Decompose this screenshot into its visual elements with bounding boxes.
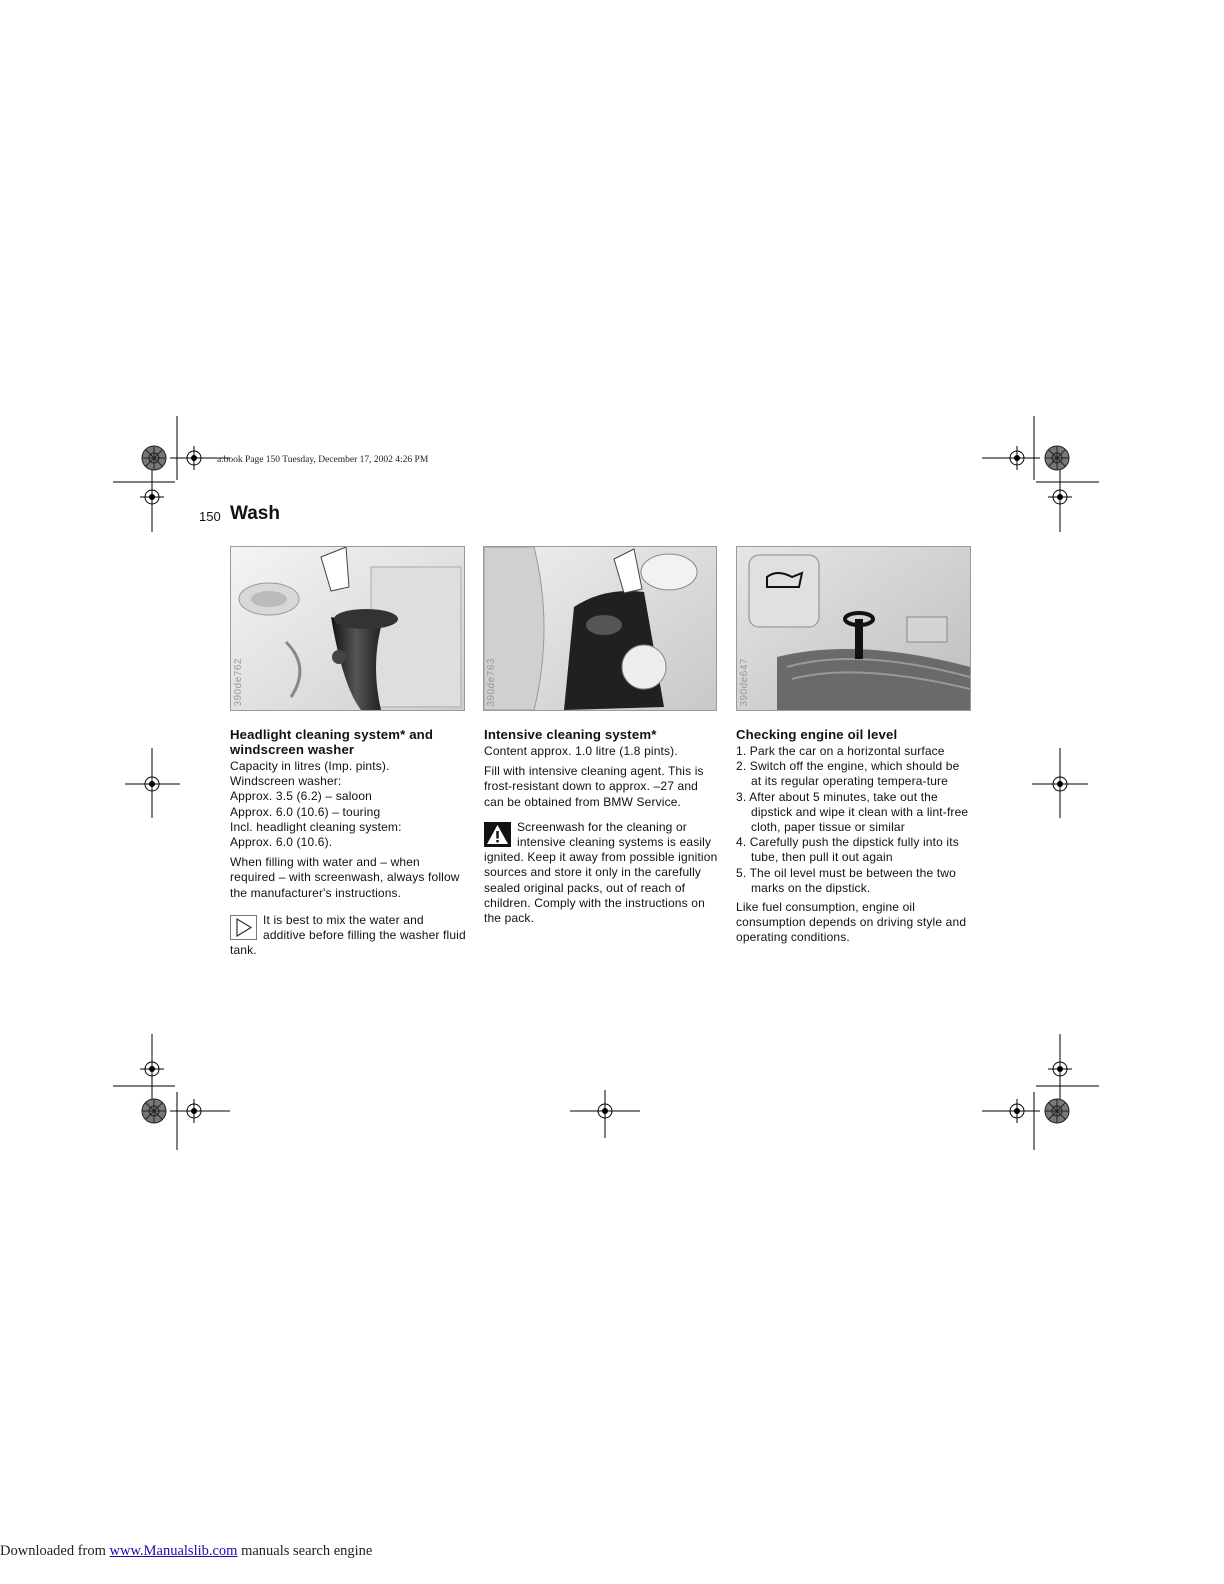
paragraph: Content approx. 1.0 litre (1.8 pints). — [484, 744, 678, 758]
page-number: 150 — [199, 509, 221, 524]
text-line: Approx. 6.0 (10.6). — [230, 835, 333, 850]
section-heading: Checking engine oil level — [736, 727, 898, 742]
paragraph: Fill with intensive cleaning agent. This is frost-resistant down to approx. –27 and can be obtained from BMW Service. — [484, 764, 704, 809]
column-intensive-cleaning — [484, 727, 721, 926]
figure-headlight-washer — [230, 546, 465, 711]
column-headlight-washer — [230, 727, 467, 958]
figure-code: 390de763 — [486, 657, 497, 706]
column-engine-oil — [736, 727, 973, 951]
download-footer — [0, 1543, 372, 1560]
print-header: a.book Page 150 Tuesday, December 17, 2002 4:26 PM — [217, 455, 429, 465]
capacity-paragraph — [230, 759, 467, 850]
list-item: 2. Switch off the engine, which should be at its regular operating tempera-ture — [736, 759, 960, 789]
list-item: 5. The oil level must be between the two marks on the dipstick. — [736, 865, 956, 895]
figure-code: 390de647 — [739, 657, 750, 706]
text-line: Capacity in litres (Imp. pints). — [230, 759, 390, 773]
list-item: 1. Park the car on a horizontal surface — [736, 744, 945, 758]
note-triangle-icon — [230, 915, 257, 940]
text-line: Incl. headlight cleaning system: — [230, 819, 402, 834]
paragraph: Like fuel consumption, engine oil consumption depends on driving style and operating conditions. — [736, 900, 967, 945]
list-item: 3. After about 5 minutes, take out the dipstick and wipe it clean with a lint-free cloth, paper tissue or similar — [736, 789, 969, 835]
footer-prefix: Downloaded from — [0, 1543, 110, 1559]
section-heading: Headlight cleaning system* and windscreen washer — [230, 727, 434, 757]
warning-text: Screenwash for the cleaning or intensive cleaning systems is easily ignited. Keep it away from possible ignition sources and store it only in the carefully sealed original packs, out of reach of children. Comply with the instructions on the pack. — [484, 819, 718, 926]
page-title: Wash — [230, 503, 280, 524]
figure-intensive-cleaning — [483, 546, 717, 711]
section-heading: Intensive cleaning system* — [484, 727, 657, 742]
manualslib-link[interactable]: www.Manualslib.com — [109, 1543, 238, 1559]
list-item: 4. Carefully push the dipstick fully into its tube, then pull it out again — [736, 835, 959, 865]
warning-icon — [484, 822, 511, 847]
text-line: Windscreen washer: — [230, 774, 342, 789]
steps-list — [736, 744, 973, 896]
figure-code: 390de762 — [233, 657, 244, 706]
warning-block — [484, 820, 721, 926]
note-block — [230, 913, 467, 959]
note-text: It is best to mix the water and additive before filling the washer fluid tank. — [230, 912, 466, 958]
paragraph: When filling with water and – when required – with screenwash, always follow the manufacturer's instructions. — [230, 855, 460, 900]
figure-oil-dipstick — [736, 546, 971, 711]
text-line: Approx. 3.5 (6.2) – saloon — [230, 789, 372, 804]
footer-suffix: manuals search engine — [237, 1543, 373, 1559]
text-line: Approx. 6.0 (10.6) – touring — [230, 804, 381, 819]
